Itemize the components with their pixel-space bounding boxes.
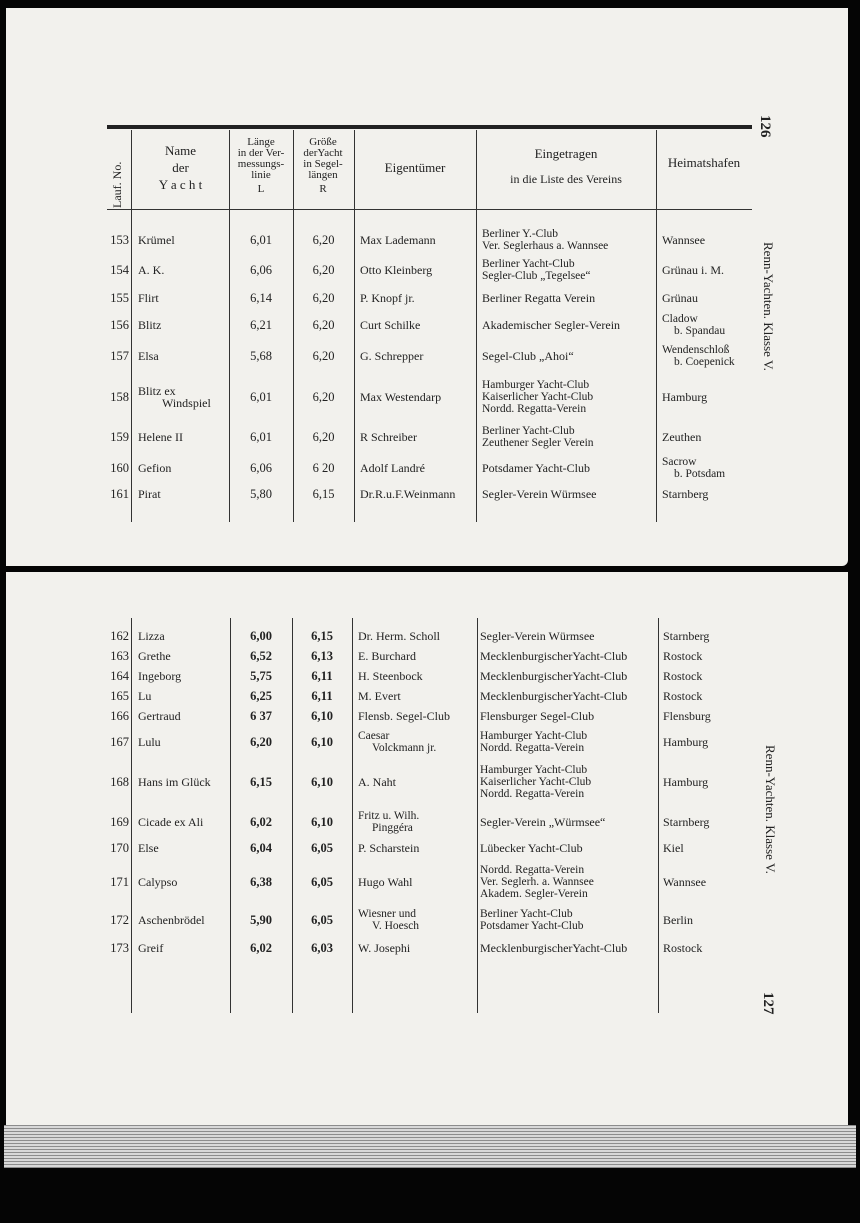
owner [358,942,410,954]
owner [358,776,396,788]
registered-club [480,764,591,800]
size-value: 6,11 [311,669,333,683]
row-number: 162 [110,629,129,643]
owner [358,690,401,702]
home-port [662,344,735,368]
owner-line: E. Burchard [358,649,416,663]
home-port-line: Wannsee [662,233,706,247]
registered-club-line: Hamburger Yacht-Club [480,764,588,776]
registered-club-line: MecklenburgischerYacht-Club [480,941,628,955]
size-value: 6,11 [311,689,333,703]
registered-club-line: Berliner Yacht-Club [480,908,573,920]
upper-book-page [6,8,848,566]
registered-club [480,690,627,702]
length-value: 6,04 [250,841,272,855]
yacht-name-line: Blitz [138,318,162,332]
size-value: 6,20 [312,318,335,332]
owner-line: A. Naht [358,775,396,789]
yacht-name-line: Greif [138,941,164,955]
owner-line: Volckmann jr. [372,742,437,754]
owner [358,670,423,682]
yacht-name [138,319,161,331]
owner-line: Fritz u. Wilh. [358,810,420,822]
home-port-line: Grünau [662,291,698,305]
yacht-name-line: Krümel [138,233,175,247]
length-value: 6,15 [250,775,272,789]
row-number: 161 [110,487,129,501]
yacht-name [138,914,205,926]
yacht-name-line: Calypso [138,875,178,889]
registered-club-line: MecklenburgischerYacht-Club [480,669,628,683]
registered-club [480,630,595,642]
yacht-name [138,942,163,954]
length-value: 6,52 [250,649,272,663]
owner-line: Otto Kleinberg [360,263,433,277]
length-value: 6,00 [250,629,272,643]
registered-club [482,379,593,415]
home-port [663,914,693,926]
yacht-name [138,650,171,662]
yacht-name [138,842,159,854]
owner-line: Dr.R.u.F.Weinmann [360,487,456,501]
row-number: 163 [110,649,129,663]
size-value: 6,10 [311,815,333,829]
owner-line: H. Steenbock [358,669,423,683]
registered-club-line: MecklenburgischerYacht-Club [480,689,628,703]
home-port-line: Hamburg [662,390,708,404]
registered-club-line: Hamburger Yacht-Club [482,379,590,391]
header-lauf-no: Lauf. No. [110,161,124,208]
running-head-bottom: Renn-Yachten. Klasse V. [763,745,778,874]
owner [360,350,423,362]
home-port-line: b. Potsdam [674,468,726,480]
registered-club-line: Potsdamer Yacht-Club [482,461,590,475]
registered-club-line: Kaiserlicher Yacht-Club [482,391,594,403]
home-port-line: Rostock [663,669,703,683]
owner-line: Max Westendarp [360,390,442,404]
home-port-line: Kiel [663,841,684,855]
size-value: 6,10 [311,735,333,749]
registered-club [482,319,620,331]
home-port-line: Berlin [663,913,693,927]
home-port [662,234,705,246]
size-value: 6,20 [312,390,335,404]
owner [358,876,412,888]
yacht-name [138,690,151,702]
owner-line: Max Lademann [360,233,436,247]
yacht-name [138,630,165,642]
home-port-line: Starnberg [663,629,710,643]
registered-club-line: MecklenburgischerYacht-Club [480,649,628,663]
registered-club-line: Akadem. Segler-Verein [480,888,588,900]
owner [360,234,436,246]
row-number: 155 [110,291,129,305]
home-port-line: Flensburg [663,709,711,723]
owner-line: Hugo Wahl [358,875,413,889]
home-port [662,431,701,443]
registered-club-line: Nordd. Regatta-Verein [480,742,585,754]
length-value: 5,80 [250,487,272,501]
owner [360,431,417,443]
length-value: 6,01 [250,430,272,444]
home-port-line: Rostock [663,941,703,955]
registered-club-line: Berliner Yacht-Club [482,258,575,270]
row-number: 167 [110,735,129,749]
registered-club-line: Ver. Seglerh. a. Wannsee [480,876,594,888]
home-port-line: Grünau i. M. [662,263,724,277]
column-divider [476,130,477,522]
size-value: 6,20 [312,430,335,444]
home-port [663,736,708,748]
yacht-name [138,234,175,246]
owner-line: Flensb. Segel-Club [358,709,450,723]
registered-club [482,462,590,474]
registered-club-line: Zeuthener Segler Verein [482,437,594,449]
row-number: 173 [110,941,129,955]
registered-club [480,710,594,722]
yacht-name-line: Lizza [138,629,165,643]
owner-line: Caesar [358,730,390,742]
owner-line: W. Josephi [358,941,411,955]
size-value: 6,20 [312,349,335,363]
owner-line: G. Schrepper [360,349,424,363]
registered-club-line: Ver. Seglerhaus a. Wannsee [482,240,609,252]
registered-club-line: Segler-Verein „Würmsee“ [480,815,606,829]
home-port [663,776,708,788]
registered-club [482,425,594,449]
length-value: 6,20 [250,735,272,749]
header-eigentuemer: Eigentümer [384,160,446,175]
yacht-name-line: Else [138,841,159,855]
size-value: 6,10 [311,709,333,723]
header-top-rule [107,125,752,129]
row-number: 170 [110,841,129,855]
yacht-name [138,710,181,722]
length-value: 5,75 [250,669,272,683]
yacht-name-line: Ingeborg [138,669,182,683]
home-port [662,488,708,500]
size-value: 6,20 [312,233,335,247]
owner-line: P. Knopf jr. [360,291,415,305]
column-divider [477,618,478,1013]
home-port [663,842,684,854]
length-value: 6,21 [250,318,272,332]
owner-line: M. Evert [358,689,401,703]
registered-club [480,842,583,854]
length-value: 5,68 [250,349,272,363]
registered-club-line: Lübecker Yacht-Club [480,841,583,855]
registered-club-line: Segler-Verein Würmsee [482,487,597,501]
size-value: 6,03 [311,941,333,955]
size-value: 6 20 [312,461,335,475]
column-divider [352,618,353,1013]
home-port [663,630,709,642]
length-value: 6,25 [250,689,272,703]
yacht-name [138,350,159,362]
yacht-name [138,816,203,828]
owner-line: V. Hoesch [372,920,420,932]
owner [360,319,420,331]
length-value: 6,38 [250,875,272,889]
yacht-name-line: Lulu [138,735,161,749]
registered-club-line: Kaiserlicher Yacht-Club [480,776,592,788]
header-groesse: Größe derYacht in Segel- längen R [303,136,343,195]
row-number: 154 [110,263,129,277]
home-port-line: Hamburg [663,735,709,749]
registered-club-line: Berliner Yacht-Club [482,425,575,437]
column-divider [658,618,659,1013]
length-value: 6,06 [250,461,272,475]
registered-club-line: Potsdamer Yacht-Club [480,920,584,932]
owner [358,810,419,834]
row-number: 171 [110,875,129,889]
registered-club [480,864,594,900]
home-port-line: Rostock [663,649,703,663]
registered-club [480,816,605,828]
column-divider [354,130,355,522]
home-port-line: Rostock [663,689,703,703]
registered-club-line: Flensburger Segel-Club [480,709,595,723]
yacht-name [138,264,164,276]
yacht-name [138,736,161,748]
owner [358,630,440,642]
registered-club-line: Nordd. Regatta-Verein [480,788,585,800]
registered-club [482,258,591,282]
home-port [663,942,702,954]
yacht-name-line: A. K. [138,263,165,277]
registered-club-line: Akademischer Segler-Verein [482,318,621,332]
home-port [662,391,707,403]
yacht-name [138,670,181,682]
registered-club [482,228,608,252]
header-eingetragen: Eingetragen in die Liste des Vereins [510,146,622,186]
home-port [663,670,702,682]
registered-club-line: Berliner Y.-Club [482,228,559,240]
owner [358,650,416,662]
size-value: 6,20 [312,291,335,305]
size-value: 6,15 [312,487,335,501]
yacht-name-line: Cicade ex Ali [138,815,204,829]
page-number-bottom: 127 [760,992,776,1015]
running-head-top: Renn-Yachten. Klasse V. [761,242,776,371]
registered-club-line: Segel-Club „Ahoi“ [482,349,574,363]
header-laenge: Länge in der Ver- messungs- linie L [237,136,285,195]
home-port-line: b. Spandau [674,325,726,337]
size-value: 6,05 [311,913,333,927]
header-heimatshafen: Heimatshafen [667,155,741,170]
length-value: 6,01 [250,233,272,247]
owner [360,264,432,276]
registered-club-line: Nordd. Regatta-Verein [482,403,587,415]
yacht-name [138,462,171,474]
length-value: 6,14 [250,291,272,305]
owner [360,391,441,403]
owner-line: R Schreiber [360,430,417,444]
column-divider [131,618,132,1013]
owner-line: Dr. Herm. Scholl [358,629,440,643]
length-value: 5,90 [250,913,272,927]
home-port-line: b. Coepenick [674,356,735,368]
registered-club [480,650,627,662]
row-number: 160 [110,461,129,475]
size-value: 6,05 [311,841,333,855]
home-port-line: Hamburg [663,775,709,789]
owner-line: P. Scharstein [358,841,420,855]
yacht-name-line: Gefion [138,461,172,475]
row-number: 172 [110,913,129,927]
home-port [663,650,702,662]
page-number-top: 126 [757,115,773,138]
owner [358,710,450,722]
registered-club [480,730,587,754]
row-number: 159 [110,430,129,444]
size-value: 6,15 [311,629,333,643]
yacht-name [138,488,161,500]
row-number: 156 [110,318,129,332]
home-port [663,816,709,828]
length-value: 6 37 [250,709,272,723]
registered-club-line: Berliner Regatta Verein [482,291,596,305]
yacht-name-line: Gertraud [138,709,181,723]
row-number: 166 [110,709,129,723]
owner [358,842,419,854]
yacht-name-line: Hans im Glück [138,775,211,789]
registered-club [480,908,584,932]
row-number: 164 [110,669,129,683]
registered-club [482,350,574,362]
row-number: 158 [110,390,129,404]
home-port [663,876,706,888]
length-value: 6,02 [250,815,272,829]
column-divider [131,130,132,522]
owner-line: Wiesner und [358,908,416,920]
yacht-name-line: Aschenbrödel [138,913,205,927]
owner-line: Pinggéra [372,822,413,834]
registered-club-line: Segler-Club „Tegelsee“ [482,270,591,282]
registered-club [482,292,595,304]
yacht-name [138,876,177,888]
yacht-name-line: Lu [138,689,152,703]
owner [360,292,415,304]
yacht-name-line: Flirt [138,291,159,305]
home-port-line: Starnberg [662,487,709,501]
registered-club [480,670,627,682]
home-port-line: Wannsee [663,875,707,889]
yacht-name-line: Helene II [138,430,183,444]
yacht-name [138,385,228,409]
owner [360,488,455,500]
home-port-line: Zeuthen [662,430,702,444]
registered-club-line: Segler-Verein Würmsee [480,629,595,643]
size-value: 6,05 [311,875,333,889]
size-value: 6,20 [312,263,335,277]
home-port [662,264,724,276]
registered-club [482,488,597,500]
home-port-line: Starnberg [663,815,710,829]
row-number: 157 [110,349,129,363]
yacht-name-line: Elsa [138,349,159,363]
home-port [663,690,702,702]
owner-line: Adolf Landré [360,461,425,475]
length-value: 6,06 [250,263,272,277]
yacht-name [138,292,159,304]
lower-book-page [6,572,848,1132]
owner [358,730,436,754]
yacht-name [138,431,183,443]
owner [358,908,419,932]
home-port [662,313,725,337]
registered-club-line: Hamburger Yacht-Club [480,730,588,742]
home-port [662,292,698,304]
size-value: 6,13 [311,649,333,663]
column-divider [656,130,657,522]
yacht-name [138,776,211,788]
yacht-name-line: Blitz ex [138,384,176,398]
home-port [662,456,725,480]
owner-line: Curt Schilke [360,318,421,332]
home-port [663,710,711,722]
yacht-name-line: Grethe [138,649,171,663]
registered-club-line: Nordd. Regatta-Verein [480,864,585,876]
home-port-line: Wendenschloß [662,344,730,356]
length-value: 6,01 [250,390,272,404]
row-number: 165 [110,689,129,703]
size-value: 6,10 [311,775,333,789]
length-value: 6,02 [250,941,272,955]
row-number: 168 [110,775,129,789]
yacht-name-line: Pirat [138,487,161,501]
owner [360,462,425,474]
registered-club [480,942,627,954]
row-number: 153 [110,233,129,247]
header-name: Name der Y a c h t [158,143,203,192]
row-number: 169 [110,815,129,829]
home-port-line: Sacrow [662,456,697,468]
home-port-line: Cladow [662,313,698,325]
yacht-name-line: Windspiel [162,396,211,410]
